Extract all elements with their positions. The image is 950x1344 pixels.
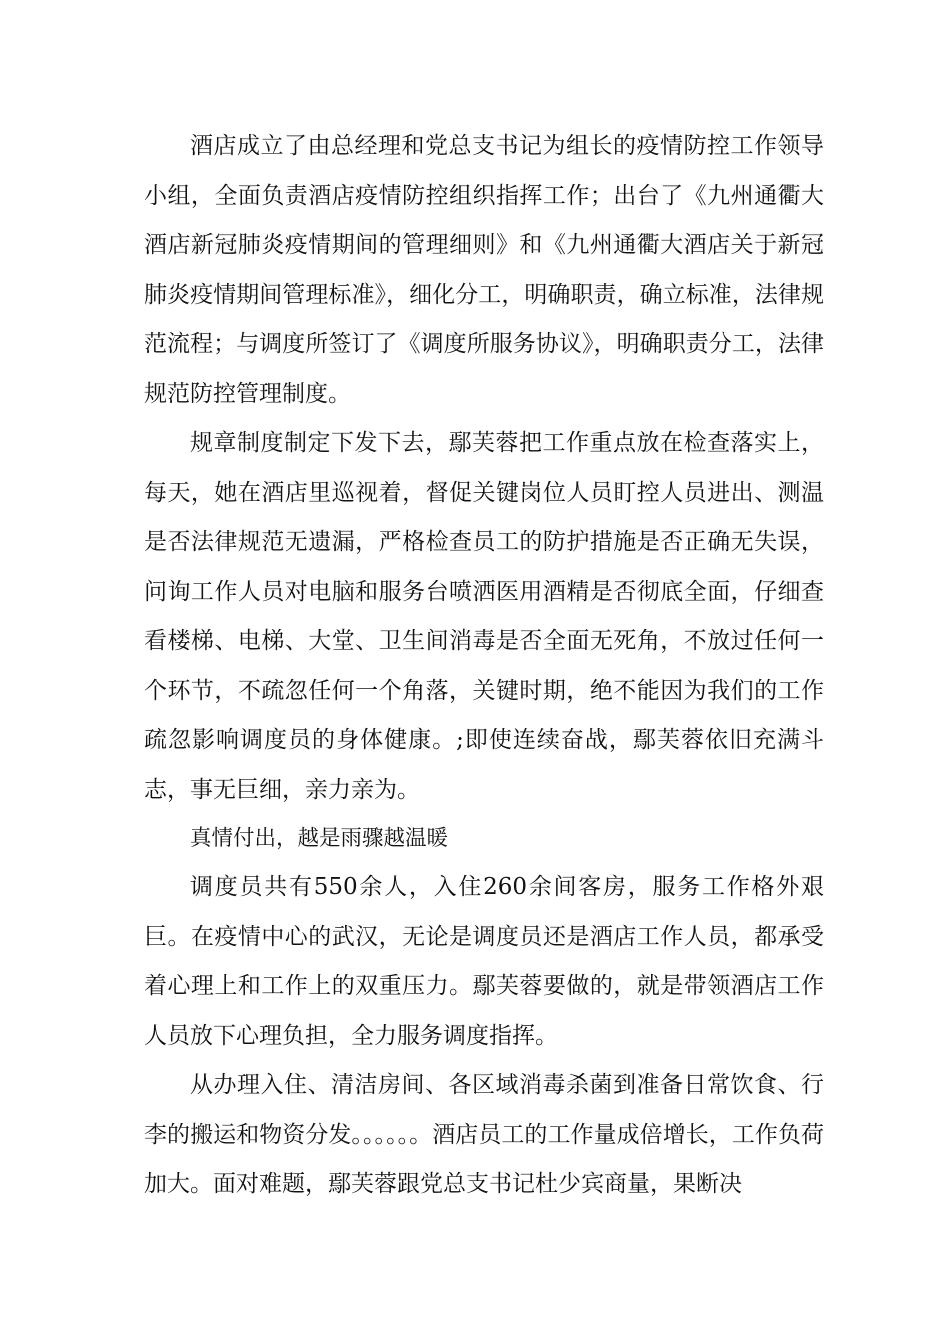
document-body: [144, 122, 824, 1210]
section-heading: 真情付出，越是雨骤越温暖: [190, 826, 449, 851]
paragraph-dispatchers: 调度员共有550余人，入住260余间客房，服务工作格外艰巨。在疫情中心的武汉，无论是调度员还是酒店工作人员，都承受着心理上和工作上的双重压力。鄢芙蓉要做的，就是带领酒店工作人员放下心理负担，全力服务调度指挥。: [144, 874, 824, 1049]
paragraph-workload: 从办理入住、清洁房间、各区域消毒杀菌到准备日常饮食、行李的搬运和物资分发。。。。。。酒店员工的工作量成倍增长，工作负荷加大。面对难题，鄢芙蓉跟党总支书记杜少宾商量，果断决: [144, 1072, 824, 1197]
paragraph-inspection: 规章制度制定下发下去，鄢芙蓉把工作重点放在检查落实上，每天，她在酒店里巡视着，督促关键岗位人员盯控人员进出、测温是否法律规范无遗漏，严格检查员工的防护措施是否正确无失误，问询工作人员对电脑和服务台喷洒医用酒精是否彻底全面，仔细查看楼梯、电梯、大堂、卫生间消毒是否全面无死角，不放过任何一个环节，不疏忽任何一个角落，关键时期，绝不能因为我们的工作疏忽影响调度员的身体健康。;即使连续奋战，鄢芙蓉依旧充满斗志，事无巨细，亲力亲为。: [144, 430, 824, 803]
paragraph-leadership-group: 酒店成立了由总经理和党总支书记为组长的疫情防控工作领导小组，全面负责酒店疫情防控组织指挥工作；出台了《九州通衢大酒店新冠肺炎疫情期间的管理细则》和《九州通衢大酒店关于新冠肺炎疫情期间管理标准》，细化分工，明确职责，确立标准，法律规范流程；与调度所签订了《调度所服务协议》，明确职责分工，法律规范防控管理制度。: [144, 133, 824, 407]
